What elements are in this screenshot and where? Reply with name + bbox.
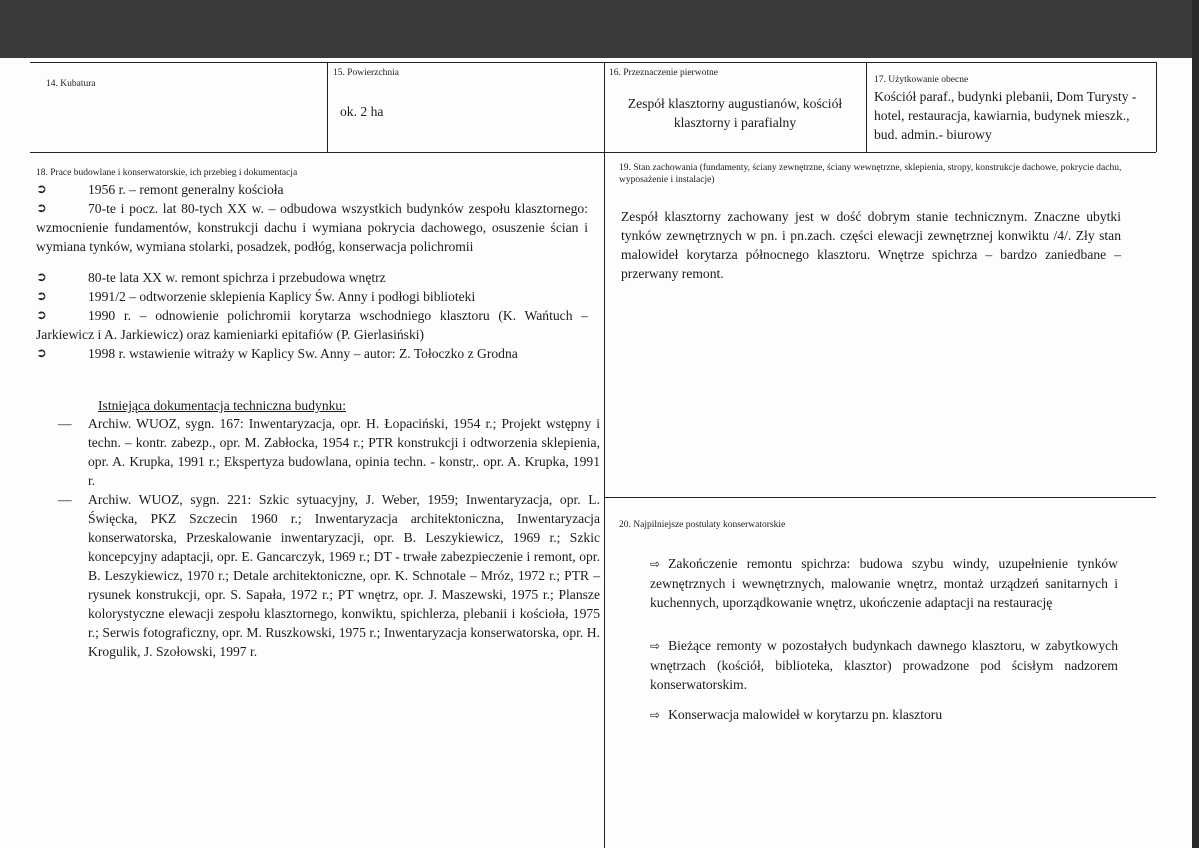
arrow-bullet-icon: ➲ — [36, 346, 47, 361]
cell-14-label: 14. Kubatura — [46, 79, 96, 89]
arrow-bullet-icon: ➲ — [36, 182, 47, 197]
right-arrow-icon: ⇨ — [650, 557, 661, 571]
arrow-bullet-icon: ➲ — [36, 270, 47, 285]
right-arrow-icon: ⇨ — [650, 708, 661, 722]
scan-right-edge — [1192, 0, 1199, 848]
cell-19-label: 19. Stan zachowania (fundamenty, ściany zewnętrzne, ściany wewnętrzne, sklepienia, stropy, konstrukcje dachowe, pokrycie dachu, wyposażenie i instalacje) — [619, 163, 1122, 185]
works-item: ➲ 1956 r. – remont generalny kościoła — [36, 182, 284, 197]
table-right-border — [1156, 62, 1157, 152]
arrow-bullet-icon: ➲ — [36, 308, 47, 323]
table-top-border — [30, 62, 1156, 63]
works-item: ➲ 70-te i pocz. lat 80-tych XX w. – odbudowa wszystkich budynków zespołu klasztornego: wzmocnienie fundamentów, konstrukcji dachu i wymiana pokrycia dachowego, osuszenie ścian i wymiana tynków, wymiana stolarki, posadzek, podłóg, konserwacja polichromii — [36, 201, 588, 254]
dash-bullet: — — [58, 416, 72, 431]
arrow-bullet-icon: ➲ — [36, 201, 47, 216]
right-arrow-icon: ⇨ — [650, 639, 661, 653]
cell-15-label: 15. Powierzchnia — [333, 68, 399, 78]
postulate-item: ⇨ Bieżące remonty w pozostałych budynkach dawnego klasztoru, w zabytkowych wnętrzach (kościół, biblioteka, klasztor) prowadzone pod ścisłym nadzorem konserwatorskim. — [650, 638, 1118, 692]
works-item: ➲ 1991/2 – odtworzenie sklepienia Kaplicy Św. Anny i podłogi biblioteki — [36, 289, 476, 304]
arrow-bullet-icon: ➲ — [36, 289, 47, 304]
documentation-item: — Archiw. WUOZ, sygn. 221: Szkic sytuacyjny, J. Weber, 1959; Inwentaryzacja, opr. L. Święcka, PKZ Szczecin 1960 r.; Inwentaryzacja architektoniczna, Inwentaryzacja konserwatorska, Przeskalowanie inwentaryzacji, opr. B. Leszykiewicz, 1969 r.; Szkic koncepcyjny adaptacji, opr. E. Gancarczyk, 1969 r.; DT - trwałe zabezpieczenie i remont, opr. B. Leszykiewicz, 1970 r.; Detale architektoniczne, opr. K. Schnotale – Mróz, 1972 r.; PTR – rysunek konstrukcji, opr. S. Sapała, 1972 r.; PT wnętrz, opr. J. Maszewski, 1975 r.; Plansze kolorystyczne elewacji zespołu klasztornego, konwiktu, spichlerza, plebanii i kościoła, 1975 r.; Serwis fotograficzny, opr. M. Ruszkowski, 1975 r.; Inwentaryzacja konserwatorska, opr. H. Krogulik, J. Szołowski, 1997 r. — [58, 492, 600, 659]
postulate-item: ⇨ Zakończenie remontu spichrza: budowa szybu windy, uzupełnienie tynków zewnętrznych i wewnętrznych, malowanie wnętrz, montaż urządzeń sanitarnych i kuchennych, uporządkowanie wnętrz, ukończenie adaptacji na restaurację — [650, 556, 1118, 610]
dash-bullet: — — [58, 492, 72, 507]
cell-16-label: 16. Przeznaczenie pierwotne — [609, 68, 718, 78]
cell-17-value: Kościół paraf., budynki plebanii, Dom Turysty - hotel, restauracja, kawiarnia, budynek mieszk., bud. admin.- biurowy — [874, 89, 1137, 142]
col-divider-17 — [866, 62, 867, 152]
cell-15-value: ok. 2 ha — [340, 104, 384, 119]
works-item: ➲ 1990 r. – odnowienie polichromii korytarza wschodniego klasztoru (K. Wańtuch – Jarkiewicz i A. Jarkiewicz) oraz kamieniarki epitafiów (P. Gierlasiński) — [36, 308, 588, 342]
works-item: ➲ 1998 r. wstawienie witraży w Kaplicy Sw. Anny – autor: Z. Tołoczko z Grodna — [36, 346, 518, 361]
documentation-item: — Archiw. WUOZ, sygn. 167: Inwentaryzacja, opr. H. Łopaciński, 1954 r.; Projekt wstępny i techn. – kontr. zabezp., opr. M. Zabłocka, 1954 r.; PTR konstrukcji i odtworzenia sklepienia, opr. A. Krupka, 1991 r.; Ekspertyza budowlana, opinia techn. - konstr,. opr. A. Krupka, 1991 r. — [58, 416, 600, 488]
postulate-item: ⇨ Konserwacja malowideł w korytarzu pn. klasztoru — [650, 707, 943, 722]
cell-18-label: 18. Prace budowlane i konserwatorskie, ich przebieg i dokumentacja — [36, 168, 298, 178]
scan-top-edge — [0, 0, 1199, 58]
works-item: ➲ 80-te lata XX w. remont spichrza i przebudowa wnętrz — [36, 270, 386, 285]
cell-16-value: Zespół klasztorny augustianów, kościół klasztorny i parafialny — [627, 96, 843, 130]
col-divider-15 — [327, 62, 328, 152]
documentation-heading: Istniejąca dokumentacja techniczna budynku: — [98, 398, 346, 413]
cell-17-label: 17. Użytkowanie obecne — [874, 75, 969, 85]
cell-20-label: 20. Najpilniejsze postulaty konserwatorskie — [619, 520, 786, 530]
col-divider-main — [604, 62, 605, 848]
row-divider — [30, 152, 1156, 153]
cell-divider — [604, 497, 1156, 498]
cell-19-text: Zespół klasztorny zachowany jest w dość dobrym stanie technicznym. Znaczne ubytki tynków zewnętrznych w pn. i pn.zach. części elewacji zewnętrznej konwiktu /4/. Zły stan malowideł korytarza północnego klasztoru. Wnętrze spichrza – bardzo zaniedbane – przerwany remont. — [621, 209, 1121, 281]
